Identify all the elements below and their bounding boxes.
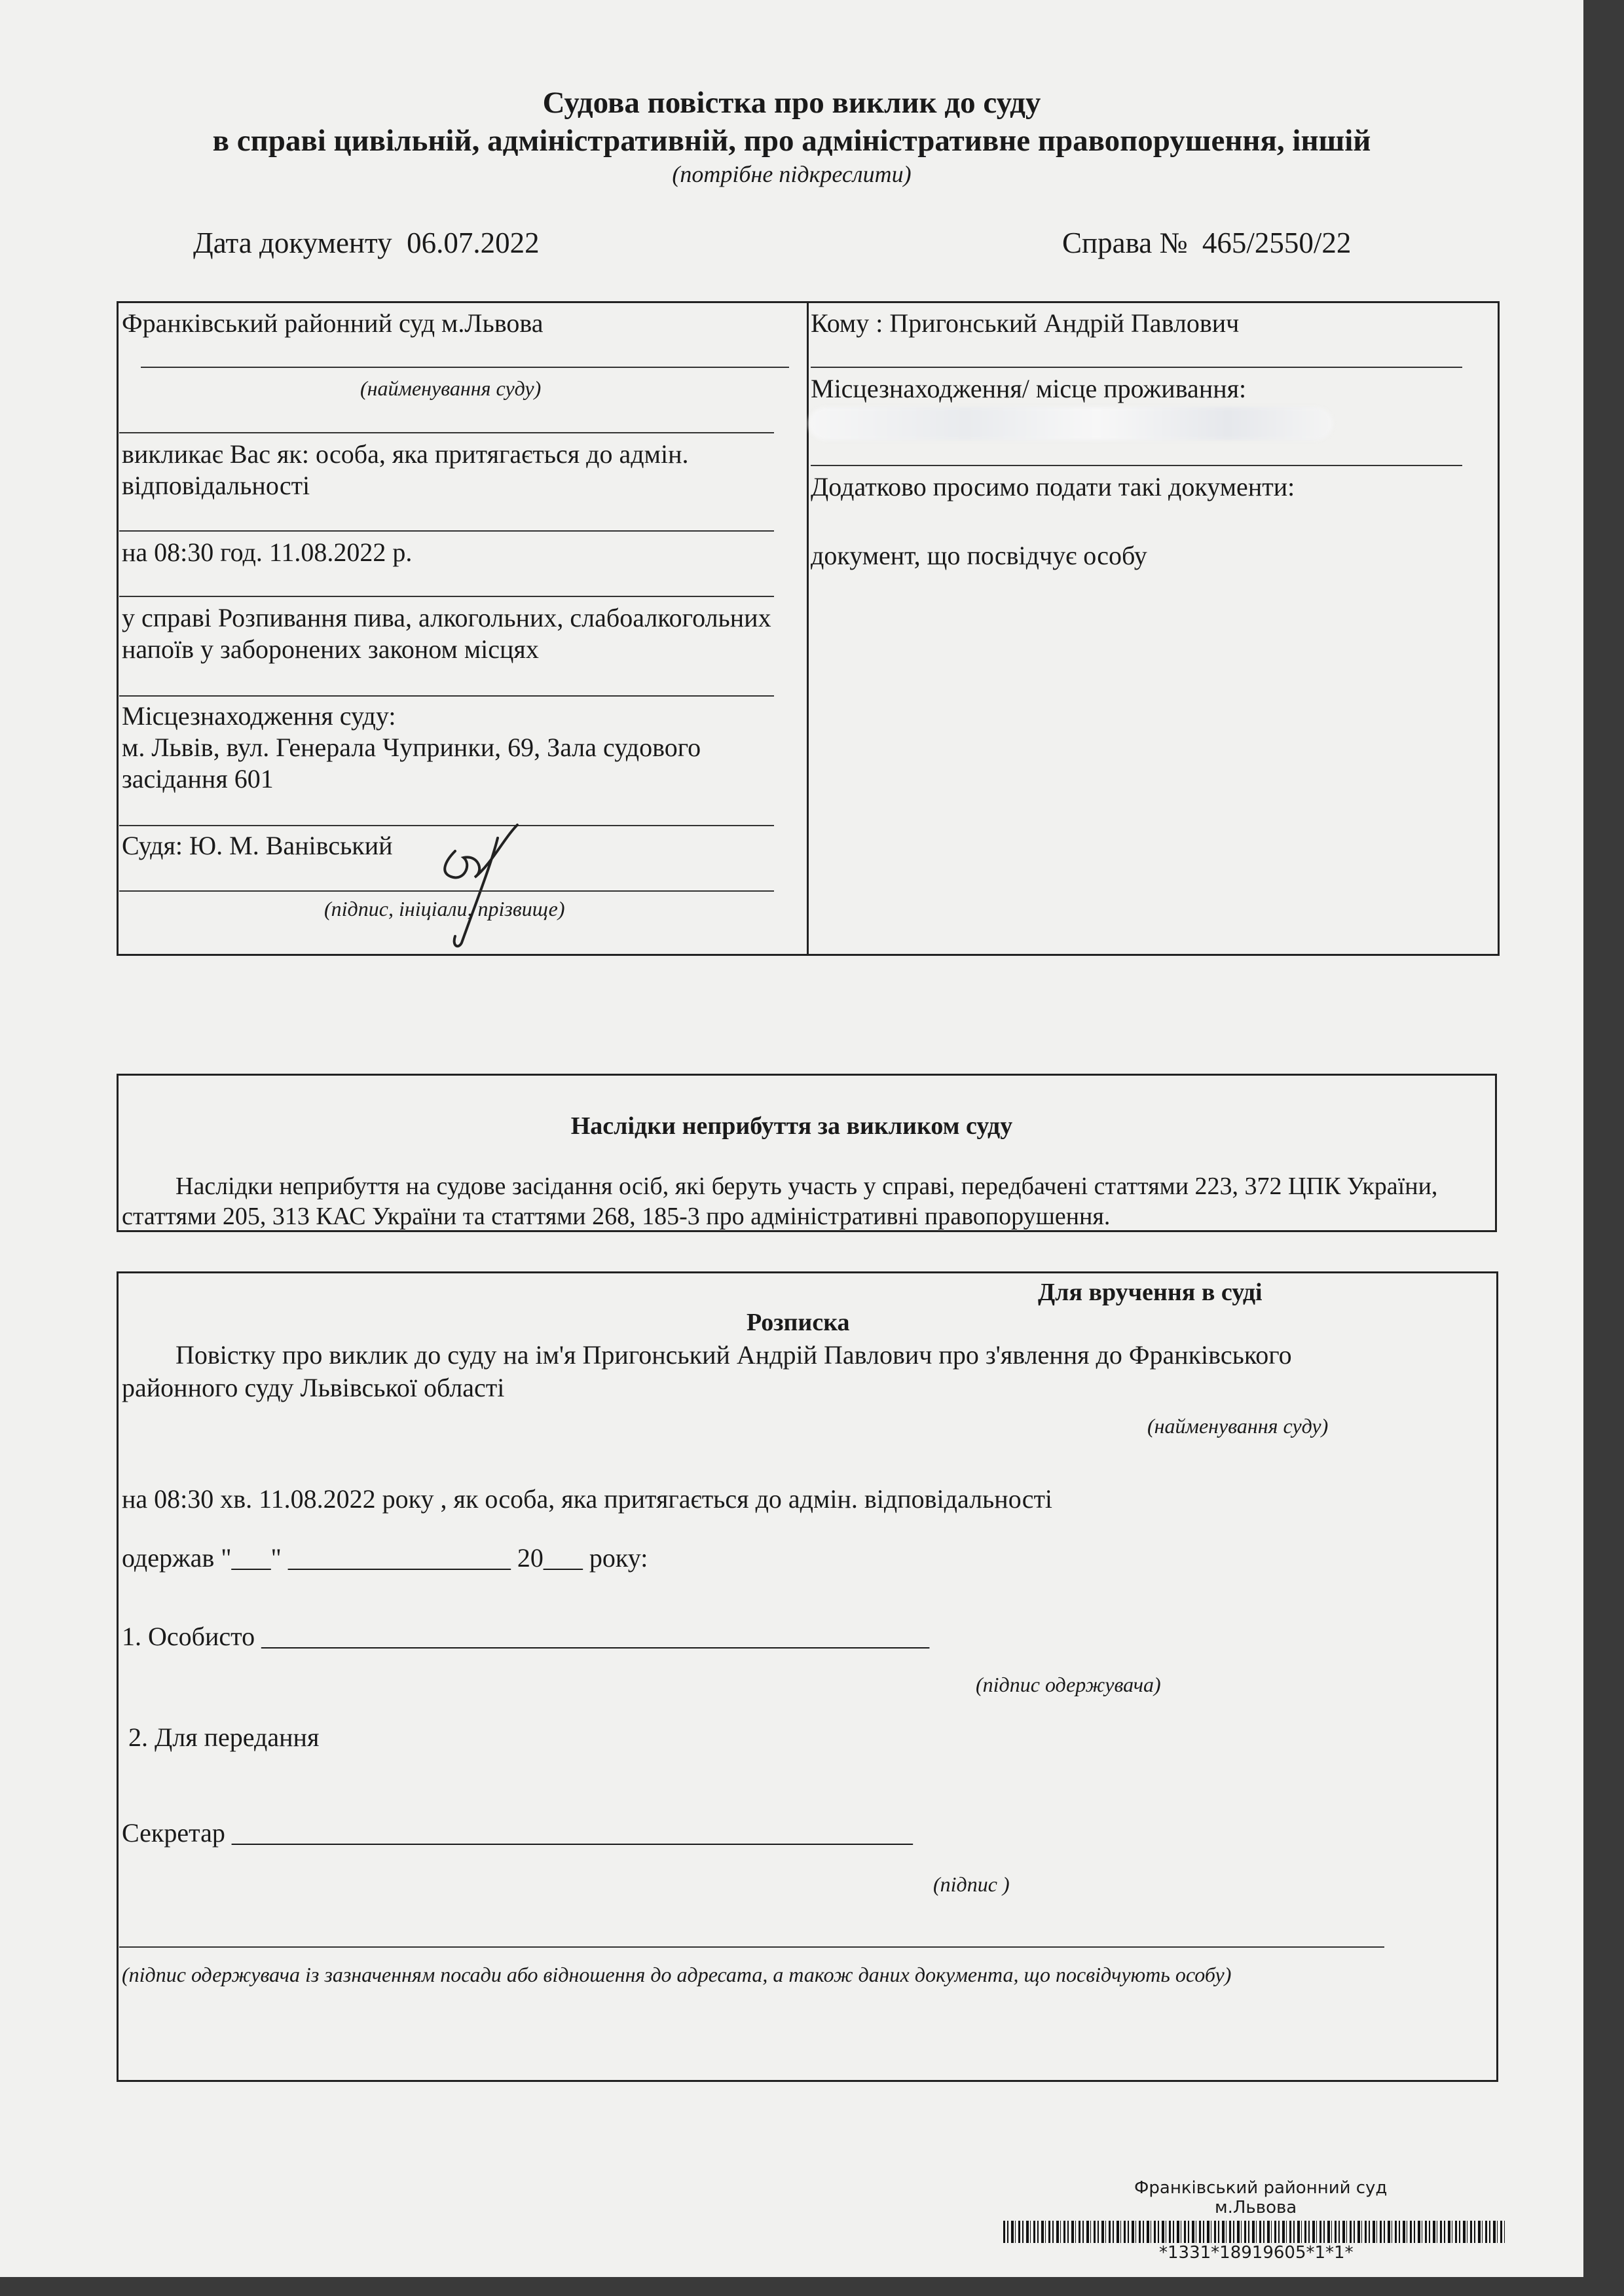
- footer-court-line2: м.Львова: [1215, 2198, 1297, 2217]
- consequences-text-line2: статтями 205, 313 КАС України та статтями 268, 185-3 про адміністративні правопорушення.: [122, 1203, 1111, 1230]
- receipt-title: Розписка: [747, 1309, 850, 1336]
- underline: [811, 465, 1462, 466]
- for-transfer-label: 2. Для передання: [128, 1722, 320, 1752]
- recipient: Кому : Пригонський Андрій Павлович: [811, 308, 1240, 338]
- barcode-text: *1331*18919605*1*1*: [1159, 2243, 1354, 2263]
- document-subtitle: (потрібне підкреслити): [672, 161, 912, 187]
- receipt-line1: Повістку про виклик до суду на ім'я Пригонський Андрій Павлович про з'явлення до Франківського: [175, 1340, 1292, 1370]
- personally-line: 1. Особисто ___________________________________________________: [122, 1622, 930, 1651]
- court-location-label: Місцезнаходження суду:: [122, 701, 396, 731]
- document-title-line1: Судова повістка про виклик до суду: [542, 86, 1041, 120]
- receipt-line2: районного суду Львівської області: [122, 1373, 505, 1402]
- court-location-line2: засідання 601: [122, 764, 274, 793]
- divider-line: [119, 890, 774, 892]
- hearing-time: на 08:30 год. 11.08.2022 р.: [122, 538, 413, 567]
- case-subject-line2: напоїв у заборонених законом місцях: [122, 634, 539, 664]
- receipt-time-line: на 08:30 хв. 11.08.2022 року , як особа, яка притягається до адмін. відповідальності: [122, 1484, 1053, 1514]
- signature-underline: [119, 1946, 1384, 1948]
- divider-line: [119, 530, 774, 532]
- court-location-line1: м. Львів, вул. Генерала Чупринки, 69, Зала судового: [122, 733, 701, 762]
- redacted-address: [809, 407, 1333, 440]
- court-name-caption: (найменування суду): [360, 376, 542, 400]
- footer-court-line1: Франківський районний суд: [1134, 2178, 1388, 2198]
- underline: [141, 367, 789, 368]
- date-value: 06.07.2022: [407, 227, 540, 259]
- signature-caption: (підпис, ініціали, прізвище): [324, 897, 565, 920]
- received-line: одержав "___" _________________ 20___ року:: [122, 1543, 648, 1573]
- secretary-line: Секретар ____________________________________________________: [122, 1818, 913, 1848]
- secretary-signature-caption: (підпис ): [933, 1872, 1010, 1896]
- for-delivery-label: Для вручення в суді: [1038, 1279, 1263, 1306]
- case-label: Справа №: [1062, 227, 1188, 259]
- judge-name: Судя: Ю. М. Ванівський: [122, 831, 393, 860]
- column-divider: [807, 301, 809, 956]
- summons-role-line2: відповідальності: [122, 471, 310, 500]
- consequences-text-line1: Наслідки неприбуття на судове засідання осіб, які беруть участь у справі, передбачені статтями 223, 372 ЦПК України,: [175, 1173, 1438, 1200]
- case-value: 465/2550/22: [1202, 227, 1352, 259]
- residence-label: Місцезнаходження/ місце проживання:: [811, 374, 1247, 403]
- court-name: Франківський районний суд м.Львова: [122, 308, 544, 338]
- barcode: [1003, 2221, 1505, 2243]
- receipt-court-caption: (найменування суду): [1147, 1414, 1329, 1438]
- divider-line: [119, 695, 774, 697]
- consequences-title: Наслідки неприбуття за викликом суду: [570, 1112, 1013, 1140]
- case-subject-line1: у справі Розпивання пива, алкогольних, слабоалкогольних: [122, 603, 771, 632]
- recipient-signature-caption: (підпис одержувача): [976, 1673, 1161, 1696]
- bottom-caption: (підпис одержувача із зазначенням посади або відношення до адресата, а також даних документа, що посвідчують особу): [122, 1963, 1232, 1986]
- document-title-line2: в справі цивільній, адміністративній, про адміністративне правопорушення, іншій: [212, 124, 1371, 158]
- divider-line: [119, 432, 774, 433]
- extra-docs-label: Додатково просимо подати такі документи:: [811, 472, 1295, 501]
- extra-docs-value: документ, що посвідчує особу: [811, 541, 1147, 570]
- underline: [811, 367, 1462, 368]
- summons-role-line1: викликає Вас як: особа, яка притягається до адмін.: [122, 439, 689, 469]
- case-number: [1062, 226, 1351, 260]
- divider-line: [119, 596, 774, 597]
- document-date: [193, 226, 540, 260]
- date-label: Дата документу: [193, 227, 392, 259]
- judge-signature: [406, 812, 537, 956]
